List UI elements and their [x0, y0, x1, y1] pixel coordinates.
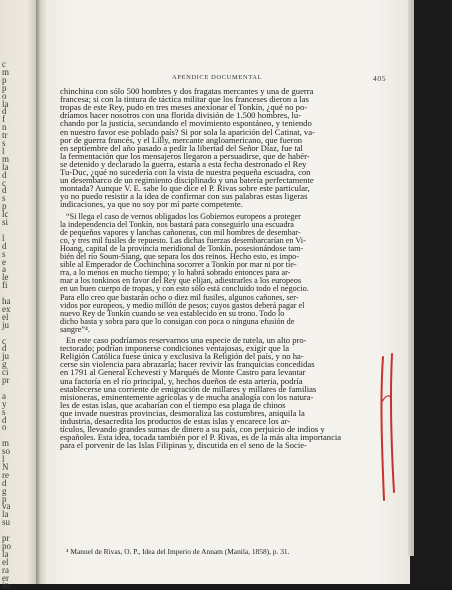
- text-line: yo no puedo resistir a la idea de confirmar con sus palabras estas ligeras: [60, 191, 308, 202]
- text-line: les de estas islas, que acabarían con el tiempo esa plaga de chinos: [60, 399, 286, 410]
- running-head: APENDICE DOCUMENTAL: [172, 74, 263, 81]
- facing-page-fragment: d: [2, 414, 7, 425]
- facing-page-fragment: ju: [2, 351, 10, 362]
- text-line: montada? Aunque V. E. sabe lo que dice el P. Rivas sobre este particular,: [60, 183, 310, 194]
- facing-page-fragment: N: [2, 461, 9, 472]
- facing-page-fragment: m: [2, 153, 10, 164]
- text-line: sangre”⁴.: [60, 324, 90, 334]
- text-line: tropas de este Rey, pudo en tres meses anexionar el Tonkín, ¿qué no po-: [60, 102, 308, 113]
- text-line: rra, a lo menos en mucho tiempo; y lo habrá sobrado entonces para ar-: [60, 268, 291, 278]
- facing-page-fragment: m: [2, 438, 10, 449]
- facing-page-fragment: su: [2, 517, 11, 528]
- facing-page-fragment: d: [2, 169, 7, 180]
- text-line: la fermentación que los mensajeros llegaron a persuadirse, que de habér-: [60, 150, 310, 161]
- text-line: tectorado; podrían imponerse condiciones ventajosas, exigir que la: [60, 343, 290, 354]
- facing-page-fragment: o: [2, 90, 7, 101]
- facing-page-fragment: d: [2, 106, 7, 117]
- text-line: vidos por europeos, y medio millón de pesos; cuyos gastos deberá pagar el: [60, 300, 305, 310]
- text-line: se detenido y declarado la guerra, estaría a esta fecha destronado el Rey: [60, 158, 307, 169]
- facing-page-fragment: la: [2, 98, 9, 109]
- facing-page-fragment: le: [2, 272, 9, 283]
- text-line: que invade nuestras provincias, desmoraliza las costumbres, aniquila la: [60, 407, 305, 418]
- facing-page-fragment: ha: [2, 296, 11, 306]
- facing-page-fragment: fi: [2, 280, 8, 291]
- facing-page-fragment: g: [2, 359, 7, 370]
- text-line: francesa; si con la tintura de táctica militar que los franceses dieron a las: [60, 94, 309, 105]
- text-line: co, y tres mil fusiles de repuesto. Las dichas fuerzas desembarcarían en Vi-: [60, 235, 306, 245]
- facing-page-fragment: d: [2, 185, 7, 196]
- facing-page-fragment: o: [2, 422, 7, 433]
- text-line: una factoría en el río principal, y, hechos dueños de esta arteria, podría: [60, 375, 303, 386]
- text-line: dicho basta y sobra para que lo consigan con poca o ninguna efusión de: [60, 316, 295, 326]
- facing-page-fragment: va: [2, 501, 11, 512]
- text-line: tículos, llevando grandes sumas de dinero a su país, con perjuicio de indios y: [60, 424, 325, 435]
- facing-page-fragment: a: [2, 264, 6, 275]
- facing-page-fragment: si: [2, 217, 9, 227]
- facing-page-edge: [0, 0, 38, 590]
- facing-page-fragment: p: [2, 82, 7, 93]
- facing-page-fragment: s: [2, 248, 6, 259]
- facing-page-fragment: c: [2, 335, 6, 346]
- facing-page-fragment: p: [2, 493, 7, 504]
- facing-page-fragment: in: [2, 580, 10, 590]
- facing-page-fragment: m: [2, 66, 10, 77]
- facing-page-fragment: l: [2, 145, 5, 156]
- text-line: de pequeños vapores y lanchas cañoneras, con mil hombres de desembar-: [60, 227, 301, 237]
- facing-page-fragment: pr: [2, 375, 10, 385]
- facing-page-fragment: re: [2, 469, 9, 480]
- text-line: industria, desacredita los productos de estas islas y encarece los ar-: [60, 416, 291, 426]
- text-line: en septiembre del año pasado a pedir la libertad del Señor Díaz, fue tal: [60, 142, 303, 153]
- facing-page-fragment: f: [2, 114, 5, 125]
- facing-page-fragment: er: [2, 572, 9, 583]
- facing-page-fragment: ex: [2, 303, 11, 314]
- facing-page-fragment: pr: [2, 533, 10, 543]
- facing-page-fragment: l: [2, 454, 5, 464]
- text-line: un desembarco de un regimiento disciplinado y una batería perfectamente: [60, 175, 314, 186]
- text-line: chinchina con sólo 500 hombres y dos fragatas mercantes y una de guerra: [60, 86, 314, 96]
- facing-page-fragment: p: [2, 74, 7, 85]
- facing-page-fragment: c: [2, 59, 6, 69]
- facing-page-fragment: el: [2, 311, 9, 322]
- facing-page-fragment: d: [2, 343, 7, 354]
- text-line: nuevo Rey de Tonkín cuando se vea establecido en su trono. Todo lo: [60, 308, 285, 318]
- text-line: cerse sin violencia para abrazarla; hacer revivir las franquicias concedidas: [60, 359, 315, 370]
- text-line: mar a los tonkinos en favor del Rey que elijan, adiestrarles a los europeos: [60, 276, 302, 286]
- facing-page-fragment: la: [2, 509, 9, 520]
- facing-page-fragment: e: [2, 256, 6, 267]
- facing-page-fragment: y: [2, 398, 7, 409]
- text-line: en nuestro favor ese poblado país? Si por sola la aparición del Catinat, va-: [60, 126, 315, 137]
- text-line: Tu-Duc, ¿qué no sucedería con la vista de nuestra pequeña escuadra, con: [60, 167, 311, 177]
- text-line: establecerse una corriente de emigración de millares y millares de familias: [60, 383, 317, 394]
- facing-page-fragment: el: [2, 556, 9, 567]
- text-line: españoles. Esta idea, tocada también por el P. Rivas, es de la más alta importancia: [60, 432, 342, 443]
- facing-page-fragment: ra: [2, 564, 9, 575]
- text-line: indicaciones, ya que no soy por mí parte competente.: [60, 199, 243, 210]
- facing-page-fragment: la: [2, 548, 9, 559]
- footnote: ⁴ Manuel de Rivas, O. P., Idea del Imperio de Annam (Manila, 1858), p. 31.: [66, 547, 290, 556]
- page-stack-edge: [408, 0, 414, 556]
- text-line: en un buen cuerpo de tropas, y con esto sólo está concluido todo el negocio.: [60, 284, 309, 294]
- facing-page-fragment: d: [2, 477, 7, 488]
- text-line: En este caso podríamos reservarnos una especie de tutela, un alto pro-: [66, 335, 307, 345]
- text-line: misioneras, eminentemente agrícolas y de mucha analogía con los natura-: [60, 391, 314, 402]
- facing-page-fragment: c: [2, 177, 6, 188]
- facing-page-fragment: a: [2, 390, 6, 401]
- text-line: “Si llega el caso de vernos obligados los Gobiernos europeos a proteger: [66, 211, 301, 221]
- text-line: en 1791 al General Echevesti y Marqués de Monte Castro para levantar: [60, 367, 306, 378]
- facing-page-fragment: d: [2, 240, 7, 251]
- facing-page-fragment: l: [2, 232, 5, 243]
- text-line: para el porvenir de las Islas Filipinas y, discutida en el seno de la Socie-: [60, 440, 307, 451]
- facing-page-fragment: po: [2, 540, 11, 551]
- facing-page-fragment: so: [2, 446, 11, 457]
- facing-page-fragment: tr: [2, 130, 8, 141]
- text-line: por de guerra francés, y el Lilly, mercante angloamericano, que fueron: [60, 134, 303, 145]
- text-line: chando por la justicia, secundando el movimiento espontáneo, y teniendo: [60, 118, 312, 129]
- text-line: la independencia del Tonkín, nos bastará para conseguirlo una escuadra: [60, 219, 294, 229]
- text-line: sible al Emperador de Cochinchina socorrer a Tonkín por mar ni por tie-: [60, 260, 297, 270]
- facing-page-fragment: p: [2, 201, 7, 212]
- facing-page-fragment: lc: [2, 209, 9, 220]
- facing-page-fragment: s: [2, 193, 6, 204]
- facing-page-fragment: ci: [2, 367, 9, 378]
- text-line: bién del río Soum-Siang, que separa los dos reinos. Hecho esto, es impo-: [60, 252, 299, 261]
- facing-page-fragment: s: [2, 138, 6, 148]
- text-line: Para ello creo que bastarán ocho o diez mil fusiles, algunos cañones, ser-: [60, 292, 299, 302]
- page-number: 405: [373, 74, 387, 83]
- facing-page-fragment: ju: [2, 319, 10, 330]
- facing-page-fragment: g: [2, 485, 7, 496]
- text-line: dríamos hacer nosotros con una florida división de 1.500 hombres, lu-: [60, 110, 302, 121]
- text-line: Religión Católica fuese única y exclusiva la Religión del país, y no ha-: [60, 351, 304, 362]
- facing-page-fragment: s: [2, 406, 6, 417]
- text-line: Hoang, capital de la provincia meridional de Tonkín, posesionándose tam-: [60, 243, 304, 253]
- facing-page-fragment: n: [2, 122, 7, 133]
- facing-page-fragment: la: [2, 161, 9, 172]
